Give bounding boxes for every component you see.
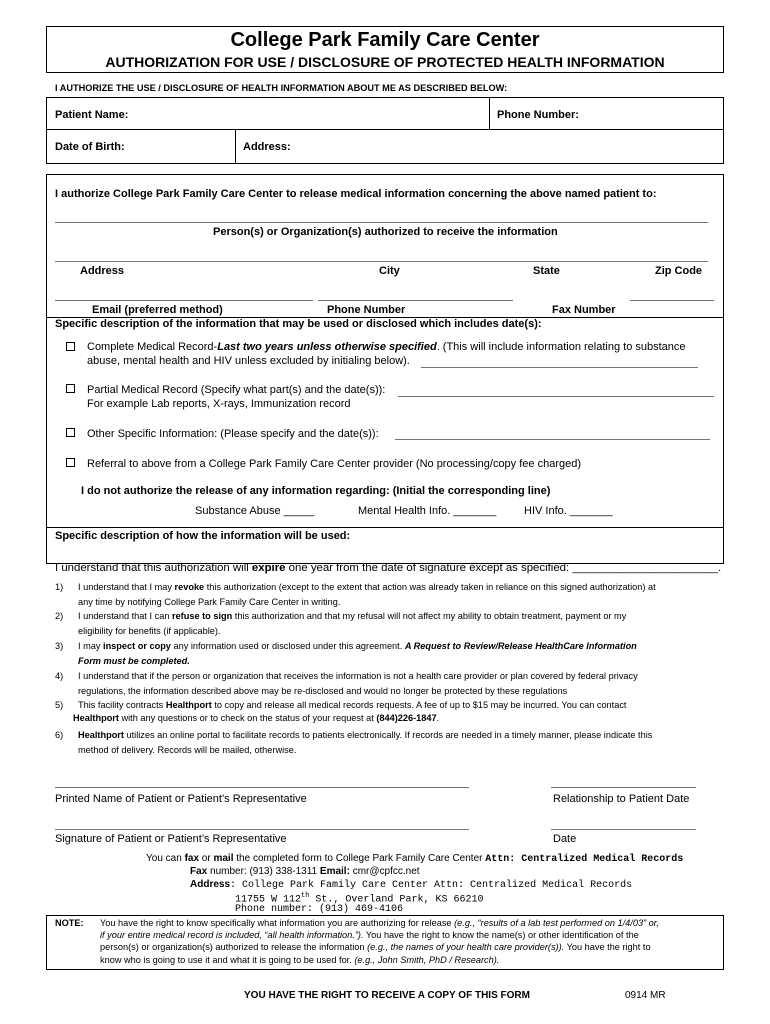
patient-box-hline: [46, 129, 724, 130]
signature-label: Signature of Patient or Patient’s Representative: [55, 833, 287, 845]
phone-number-field[interactable]: Phone Number:: [497, 109, 579, 121]
t5-l2d: .: [436, 713, 440, 723]
intro-text: I AUTHORIZE THE USE / DISCLOSURE OF HEALTH INFORMATION ABOUT ME AS DESCRIBED BELOW:: [55, 83, 508, 93]
form-title: AUTHORIZATION FOR USE / DISCLOSURE OF PROTECTED HEALTH INFORMATION: [105, 54, 665, 70]
note-label: NOTE:: [55, 918, 84, 928]
term-4-number: 4): [55, 671, 64, 681]
t4-l2: regulations, the information described above may be re-disclosed and would no longer be protected by these regulations: [78, 685, 568, 696]
email-label: Email:: [319, 866, 350, 877]
t1a: I understand that I may: [78, 582, 175, 592]
opt1-text-a: Complete Medical Record-: [87, 341, 218, 353]
mailing-line-1: [146, 853, 683, 865]
expire-b: expire: [251, 562, 286, 574]
relationship-label: Relationship to Patient Date: [553, 793, 690, 805]
how-used-label[interactable]: Specific description of how the information will be used:: [55, 530, 351, 542]
release-zip-label: Zip Code: [655, 265, 703, 277]
relationship-line[interactable]: [551, 787, 696, 788]
phone-line[interactable]: [318, 300, 513, 301]
substance-abuse-initial[interactable]: Substance Abuse _____: [195, 505, 315, 517]
n1b: (e.g., “results of a lab test performed on 1/4/03” or,: [454, 918, 659, 928]
m1b: fax: [184, 853, 200, 864]
partial-record-text: Partial Medical Record (Specify what part(s) and the date(s)):: [87, 384, 386, 396]
t3a: I may: [78, 641, 104, 651]
t1-l2: any time by notifying College Park Family Care Center in writing.: [78, 596, 341, 607]
release-state-label: State: [533, 265, 560, 277]
t2c: this authorization and that my refusal will not affect my ability to obtain treatment, payment or my: [232, 611, 627, 621]
term-2-number: 2): [55, 611, 64, 621]
release-city-label: City: [379, 265, 400, 277]
n1a: You have the right to know specifically what information you are authorizing for release: [100, 918, 455, 928]
partial-record-checkbox[interactable]: [66, 384, 75, 393]
m1f: Attn: Centralized Medical Records: [485, 854, 684, 865]
term-5-number: 5): [55, 700, 64, 710]
t5-l2a: Healthport: [73, 713, 119, 723]
term-4: [78, 669, 718, 698]
t3d: A Request to Review/Release HealthCare Information: [404, 641, 637, 651]
initial-exclusion-line[interactable]: [421, 367, 698, 368]
complete-record-text: [87, 341, 686, 353]
address-line[interactable]: [55, 261, 708, 262]
t6-l2: method of delivery. Records will be mailed, otherwise.: [78, 744, 297, 755]
complete-record-checkbox[interactable]: [66, 342, 75, 351]
fax-text: number: (913) 338-1311: [207, 866, 320, 877]
printed-name-label: Printed Name of Patient or Patient’s Representative: [55, 793, 307, 805]
mailing-address: [190, 879, 632, 891]
release-phone-label: Phone Number: [327, 304, 406, 316]
t4a: I understand that if the person or organization that receives the information is not a health care provider or plan covered by federal privacy: [78, 671, 638, 681]
t2a: I understand that I can: [78, 611, 172, 621]
opt1-text-b: Last two years unless otherwise specified: [217, 341, 437, 353]
release-address-label: Address: [80, 265, 125, 277]
term-6-number: 6): [55, 730, 64, 740]
t5b: Healthport: [165, 700, 212, 710]
t1c: this authorization (except to the extent that action was already taken in reliance on this signed authorization) at: [204, 582, 656, 592]
hiv-info-initial[interactable]: HIV Info. _______: [524, 505, 613, 517]
term-6: [78, 728, 718, 757]
expire-a: I understand that this authorization will: [55, 562, 252, 574]
patient-info-box: [46, 97, 724, 164]
t5-l2b: with any questions or to check on the status of your request at: [118, 713, 377, 723]
m1d: mail: [213, 853, 234, 864]
n4b: (e.g., John Smith, PhD / Research).: [354, 954, 500, 965]
n2b: You have the right to know the name(s) or other identification of the: [363, 930, 639, 941]
form-code: 0914 MR: [625, 990, 666, 1001]
t3-l2: Form must be completed.: [78, 655, 190, 666]
note-text: [100, 917, 720, 966]
release-box-top: [46, 174, 724, 175]
t5-l2c: (844)226-1847: [376, 713, 437, 723]
t3c: any information used or disclosed under this agreement.: [170, 641, 405, 651]
term-1-number: 1): [55, 582, 64, 592]
other-info-text: Other Specific Information: (Please specify and the date(s)):: [87, 428, 379, 440]
t1b: revoke: [174, 582, 205, 592]
term-1: [78, 580, 718, 609]
complete-record-text-2: abuse, mental health and HIV unless excluded by initialing below).: [87, 355, 410, 367]
patient-box-vline-1: [489, 97, 490, 129]
street-sup: th: [301, 892, 310, 900]
term-2: [78, 609, 718, 638]
fax-label: Fax: [190, 866, 208, 877]
t2b: refuse to sign: [171, 611, 233, 621]
partial-record-example: For example Lab reports, X-rays, Immunization record: [87, 398, 351, 410]
n2a: if your entire medical record is included, “all health information.”).: [100, 930, 364, 941]
email-line[interactable]: [55, 300, 313, 301]
referral-checkbox[interactable]: [66, 458, 75, 467]
footer-right-text: YOU HAVE THE RIGHT TO RECEIVE A COPY OF THIS FORM: [244, 990, 530, 1001]
street-a: 11755 W 112: [235, 894, 302, 906]
other-info-line[interactable]: [395, 439, 710, 440]
release-email-label: Email (preferred method): [92, 304, 223, 316]
n3a: person(s) or organization(s) authorized to release the information: [100, 942, 368, 953]
other-info-checkbox[interactable]: [66, 428, 75, 437]
term-5: [78, 698, 718, 713]
date-label: Date: [553, 833, 577, 845]
t2-l2: eligibility for benefits (if applicable).: [78, 625, 221, 636]
t3b: inspect or copy: [103, 641, 171, 651]
mailing-phone: Phone number: (913) 469-4106: [235, 904, 404, 915]
patient-name-field[interactable]: Patient Name:: [55, 109, 129, 121]
n3b: (e.g., the names of your health care provider(s)).: [367, 942, 565, 953]
authorize-text: I authorize College Park Family Care Center to release medical information concerning the above named patient to:: [55, 188, 657, 200]
address-label: Address: [190, 879, 231, 890]
address-field[interactable]: Address:: [243, 141, 291, 153]
n4a: know who is going to use it and what it is going to be used for.: [100, 954, 355, 965]
t5a: This facility contracts: [78, 700, 166, 710]
term-3-number: 3): [55, 641, 64, 651]
release-box-right: [723, 174, 724, 564]
opt1-text-c: . (This will include information relating to substance: [436, 341, 686, 353]
printed-name-line[interactable]: [55, 787, 469, 788]
fax-line[interactable]: [630, 300, 714, 301]
date-line[interactable]: [551, 829, 696, 830]
release-box-left: [46, 174, 47, 564]
expire-text: [55, 562, 721, 574]
expire-c: one year from the date of signature except as specified: _______________________.: [285, 562, 722, 574]
signature-line[interactable]: [55, 829, 469, 830]
release-fax-label: Fax Number: [552, 304, 616, 316]
t6b: Healthport: [78, 730, 124, 740]
partial-record-line[interactable]: [398, 396, 714, 397]
mailing-fax-email: [190, 866, 420, 877]
mental-health-initial[interactable]: Mental Health Info. _______: [358, 505, 497, 517]
recipient-label: Person(s) or Organization(s) authorized to receive the information: [213, 226, 558, 238]
no-auth-text: I do not authorize the release of any information regarding: (Initial the corresponding line): [81, 485, 551, 497]
street-b: St., Overland Park, KS 66210: [309, 894, 484, 906]
org-name: College Park Family Care Center: [230, 29, 540, 51]
m1c: or: [199, 853, 214, 864]
n3c: You have the right to: [564, 942, 651, 953]
recipient-line[interactable]: [55, 222, 708, 223]
m1a: You can: [146, 853, 185, 864]
how-used-divider: [46, 527, 724, 528]
patient-box-vline-2: [235, 129, 236, 164]
specific-desc-label: Specific description of the information that may be used or disclosed which includes date(s):: [55, 318, 542, 330]
email-value[interactable]: cmr@cpfcc.net: [349, 866, 420, 877]
term-3: [78, 639, 718, 668]
referral-text: Referral to above from a College Park Family Care Center provider (No processing/copy fee charged): [87, 458, 581, 470]
m1e: the completed form to College Park Family Care Center: [233, 853, 486, 864]
term-5-line-2: [73, 713, 439, 723]
address-value: : College Park Family Care Center Attn: Centralized Medical Records: [230, 880, 633, 891]
t6c: utilizes an online portal to facilitate records to patients electronically. If records are needed in a timely manner, please indicate this: [123, 730, 653, 740]
t5c: to copy and release all medical records requests. A fee of up to $15 may be incurred. You can contact: [211, 700, 627, 710]
date-of-birth-field[interactable]: Date of Birth:: [55, 141, 125, 153]
